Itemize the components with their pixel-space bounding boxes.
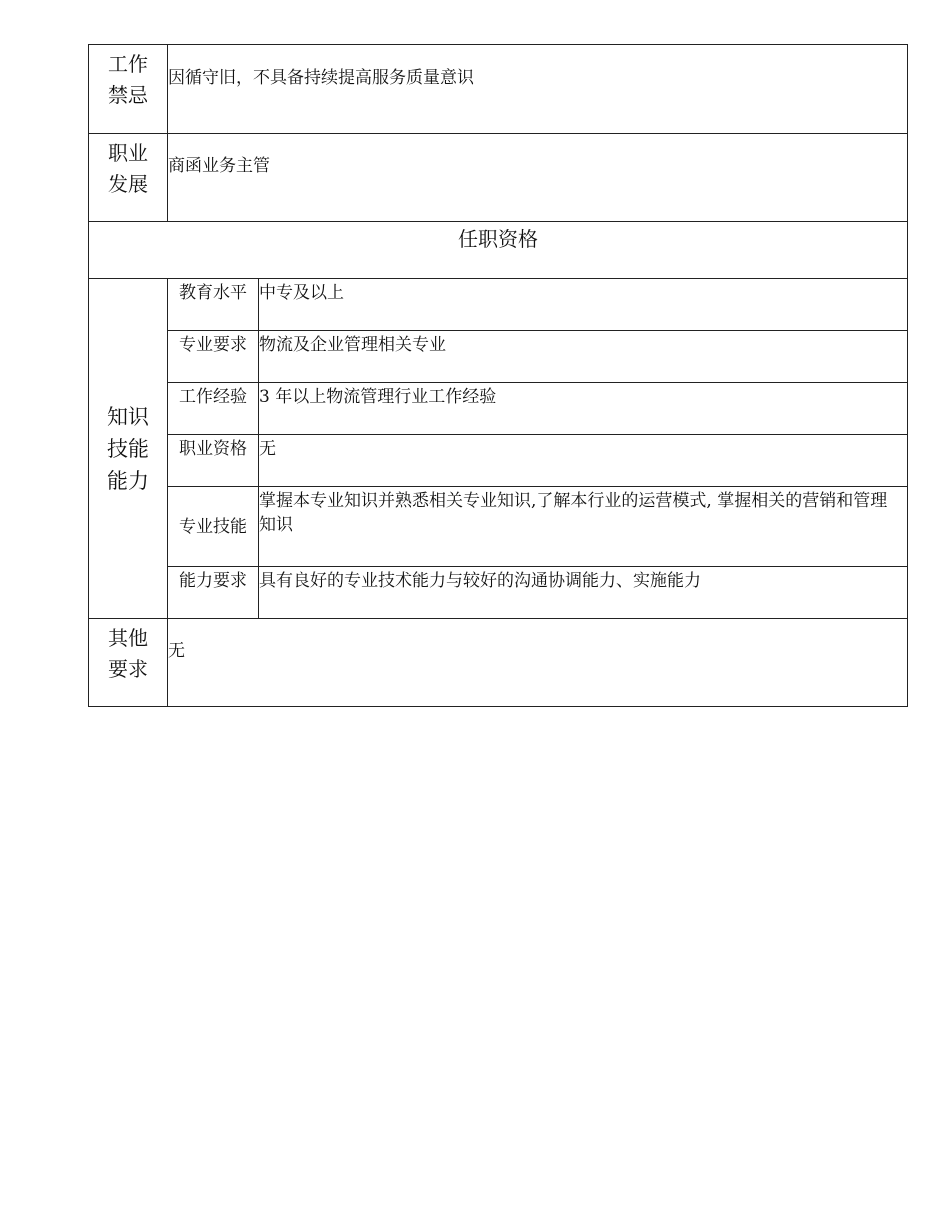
qualification-row (89, 487, 908, 567)
prohibition-label-line-1: 工作 (108, 52, 148, 76)
major-value: 物流及企业管理相关专业 (259, 331, 908, 383)
other-label-line-1: 其他 (108, 626, 148, 650)
prohibition-row (89, 45, 908, 134)
career-label-line-2: 发展 (108, 172, 148, 196)
prohibition-label (89, 45, 168, 134)
skills-group-label-line-1: 知识 (107, 404, 149, 429)
career-value: 商函业务主管 (168, 134, 908, 222)
qualification-row (89, 435, 908, 487)
other-requirements-label (89, 619, 168, 707)
career-row (89, 134, 908, 222)
experience-value: 3 年以上物流管理行业工作经验 (259, 383, 908, 435)
certification-label: 职业资格 (168, 435, 259, 487)
major-label: 专业要求 (168, 331, 259, 383)
other-label-line-2: 要求 (108, 657, 148, 681)
career-label (89, 134, 168, 222)
career-label-line-1: 职业 (108, 141, 148, 165)
education-label: 教育水平 (168, 279, 259, 331)
ability-label: 能力要求 (168, 567, 259, 619)
prohibition-value: 因循守旧，不具备持续提高服务质量意识 (168, 45, 908, 134)
skills-group-label-line-3: 能力 (107, 468, 149, 493)
professional-skills-label: 专业技能 (168, 487, 259, 567)
experience-label: 工作经验 (168, 383, 259, 435)
professional-skills-value: 掌握本专业知识并熟悉相关专业知识,了解本行业的运营模式, 掌握相关的营销和管理知识 (259, 487, 908, 567)
qualification-row (89, 331, 908, 383)
ability-value: 具有良好的专业技术能力与较好的沟通协调能力、实施能力 (259, 567, 908, 619)
education-value: 中专及以上 (259, 279, 908, 331)
skills-group-label (89, 279, 168, 619)
section-title: 任职资格 (89, 222, 908, 279)
qualification-row (89, 279, 908, 331)
other-requirements-value: 无 (168, 619, 908, 707)
qualification-row (89, 383, 908, 435)
other-requirements-row (89, 619, 908, 707)
qualification-row (89, 567, 908, 619)
skills-group-label-line-2: 技能 (107, 436, 149, 461)
section-title-row (89, 222, 908, 279)
prohibition-label-line-2: 禁忌 (108, 83, 148, 107)
job-description-table (88, 44, 908, 707)
certification-value: 无 (259, 435, 908, 487)
